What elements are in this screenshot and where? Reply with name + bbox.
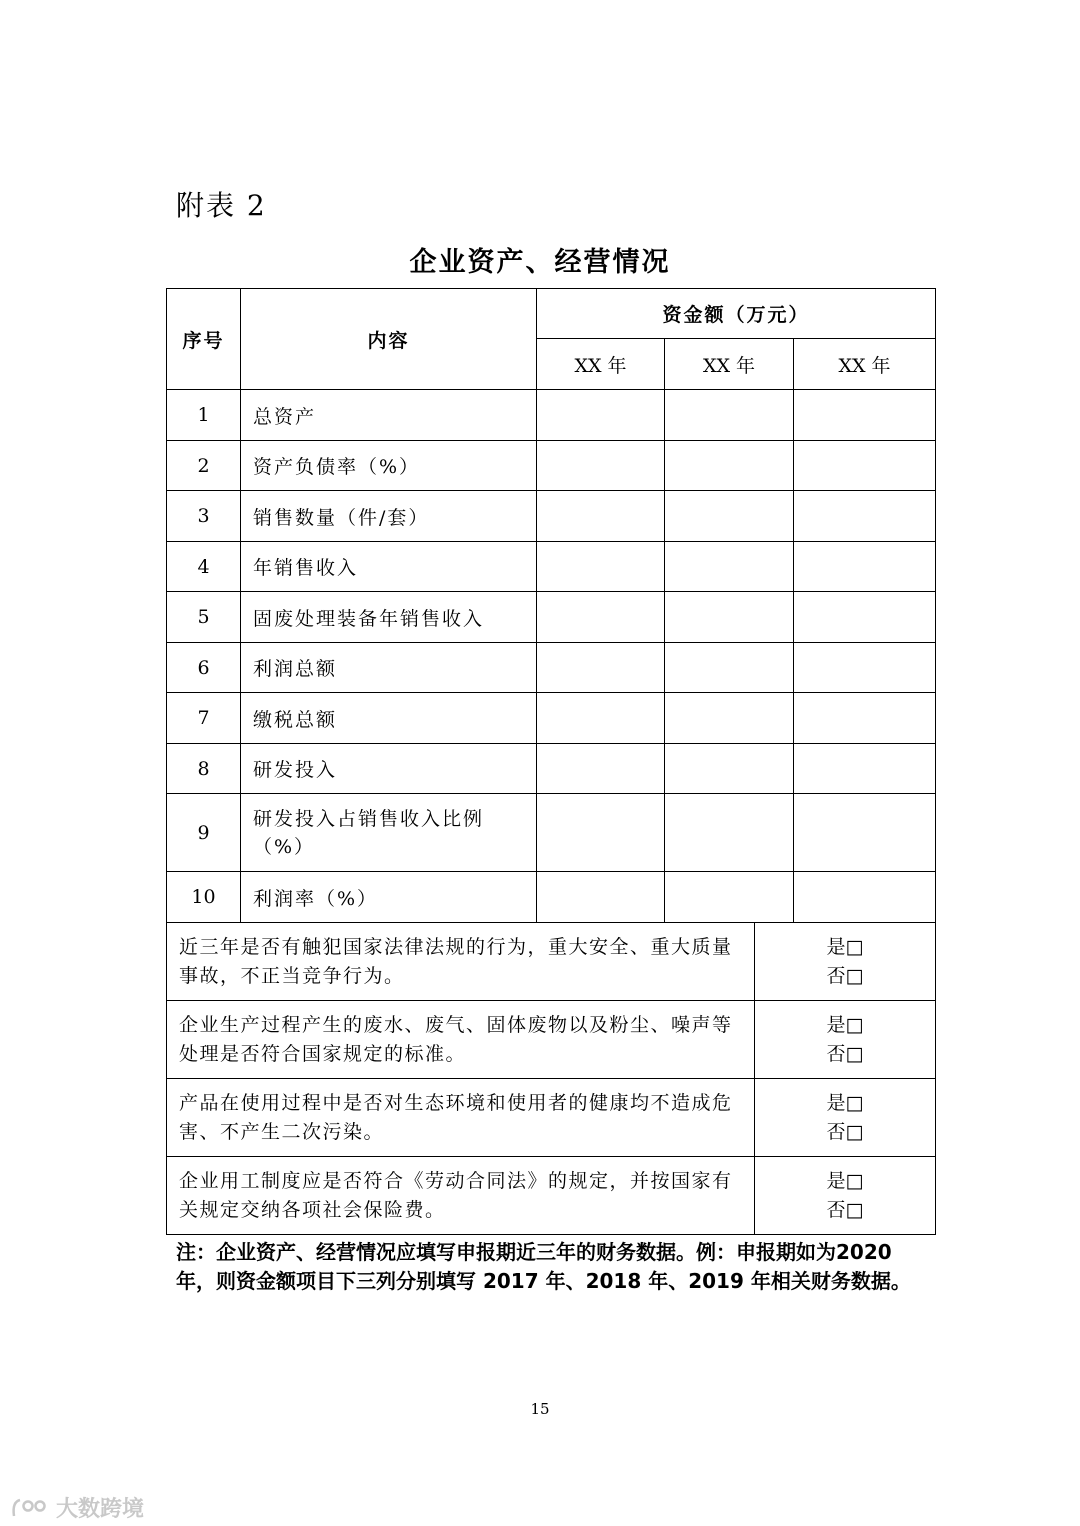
table-row bbox=[167, 794, 936, 872]
no-label: 否 bbox=[826, 964, 846, 987]
no-option[interactable] bbox=[755, 962, 935, 991]
appendix-label: 附表 2 bbox=[176, 189, 267, 222]
value-cell[interactable] bbox=[794, 794, 936, 872]
value-cell[interactable] bbox=[794, 491, 936, 542]
no-option[interactable] bbox=[755, 1118, 935, 1147]
value-cell[interactable] bbox=[794, 643, 936, 693]
value-cell[interactable] bbox=[537, 744, 665, 794]
value-cell[interactable] bbox=[794, 744, 936, 794]
header-year-1: XX 年 bbox=[537, 339, 665, 390]
yes-option[interactable] bbox=[755, 1011, 935, 1040]
yes-label: 是 bbox=[826, 935, 846, 958]
row-no: 5 bbox=[167, 592, 241, 643]
checkbox-icon[interactable]: □ bbox=[845, 964, 864, 987]
checkbox-icon[interactable]: □ bbox=[845, 1013, 864, 1036]
financial-table bbox=[166, 288, 936, 923]
table-row bbox=[167, 872, 936, 923]
declaration-row bbox=[167, 1157, 936, 1235]
table-row bbox=[167, 643, 936, 693]
value-cell[interactable] bbox=[665, 794, 794, 872]
yes-option[interactable] bbox=[755, 1167, 935, 1196]
value-cell[interactable] bbox=[665, 592, 794, 643]
no-option[interactable] bbox=[755, 1196, 935, 1225]
header-content: 内容 bbox=[241, 289, 537, 390]
no-option[interactable] bbox=[755, 1040, 935, 1069]
table-row bbox=[167, 491, 936, 542]
value-cell[interactable] bbox=[794, 542, 936, 592]
value-cell[interactable] bbox=[665, 744, 794, 794]
table-row bbox=[167, 441, 936, 491]
checkbox-icon[interactable]: □ bbox=[845, 1169, 864, 1192]
row-no: 10 bbox=[167, 872, 241, 923]
row-content: 年销售收入 bbox=[241, 542, 537, 592]
table-row bbox=[167, 542, 936, 592]
value-cell[interactable] bbox=[537, 592, 665, 643]
checkbox-icon[interactable]: □ bbox=[845, 1198, 864, 1221]
header-year-3: XX 年 bbox=[794, 339, 936, 390]
row-content: 利润率（%） bbox=[241, 872, 537, 923]
header-no: 序号 bbox=[167, 289, 241, 390]
value-cell[interactable] bbox=[794, 693, 936, 744]
value-cell[interactable] bbox=[665, 491, 794, 542]
watermark bbox=[10, 1492, 144, 1523]
declaration-row bbox=[167, 1079, 936, 1157]
row-content: 利润总额 bbox=[241, 643, 537, 693]
declaration-row bbox=[167, 923, 936, 1001]
page-number: 15 bbox=[530, 1400, 550, 1418]
value-cell[interactable] bbox=[794, 872, 936, 923]
yes-label: 是 bbox=[826, 1091, 846, 1114]
yes-label: 是 bbox=[826, 1169, 846, 1192]
value-cell[interactable] bbox=[665, 693, 794, 744]
no-label: 否 bbox=[826, 1042, 846, 1065]
value-cell[interactable] bbox=[537, 441, 665, 491]
value-cell[interactable] bbox=[665, 643, 794, 693]
row-content: 固废处理装备年销售收入 bbox=[241, 592, 537, 643]
page-title: 企业资产、经营情况 bbox=[409, 247, 671, 278]
value-cell[interactable] bbox=[665, 872, 794, 923]
row-no: 2 bbox=[167, 441, 241, 491]
value-cell[interactable] bbox=[794, 390, 936, 441]
yes-label: 是 bbox=[826, 1013, 846, 1036]
no-label: 否 bbox=[826, 1198, 846, 1221]
table-row bbox=[167, 390, 936, 441]
row-content: 资产负债率（%） bbox=[241, 441, 537, 491]
footnote: 注：企业资产、经营情况应填写申报期近三年的财务数据。例：申报期如为2020 年，则资金额项目下三列分别填写 2017 年、2018 年、2019 年相关财务数据。 bbox=[176, 1240, 911, 1293]
declaration-row bbox=[167, 1001, 936, 1079]
value-cell[interactable] bbox=[665, 542, 794, 592]
row-content: 销售数量（件/套） bbox=[241, 491, 537, 542]
row-no: 6 bbox=[167, 643, 241, 693]
value-cell[interactable] bbox=[537, 390, 665, 441]
value-cell[interactable] bbox=[537, 643, 665, 693]
value-cell[interactable] bbox=[537, 794, 665, 872]
row-no: 8 bbox=[167, 744, 241, 794]
row-content: 研发投入占销售收入比例（%） bbox=[241, 794, 537, 872]
value-cell[interactable] bbox=[537, 491, 665, 542]
declaration-question: 企业生产过程产生的废水、废气、固体废物以及粉尘、噪声等处理是否符合国家规定的标准。 bbox=[167, 1001, 755, 1079]
declaration-question: 近三年是否有触犯国家法律法规的行为，重大安全、重大质量事故，不正当竞争行为。 bbox=[167, 923, 755, 1001]
no-label: 否 bbox=[826, 1120, 846, 1143]
row-no: 3 bbox=[167, 491, 241, 542]
checkbox-icon[interactable]: □ bbox=[845, 1091, 864, 1114]
value-cell[interactable] bbox=[537, 872, 665, 923]
value-cell[interactable] bbox=[794, 592, 936, 643]
watermark-logo-icon bbox=[10, 1496, 50, 1520]
row-no: 4 bbox=[167, 542, 241, 592]
value-cell[interactable] bbox=[537, 693, 665, 744]
declaration-question: 企业用工制度应是否符合《劳动合同法》的规定，并按国家有关规定交纳各项社会保险费。 bbox=[167, 1157, 755, 1235]
row-no: 7 bbox=[167, 693, 241, 744]
header-year-2: XX 年 bbox=[665, 339, 794, 390]
value-cell[interactable] bbox=[537, 542, 665, 592]
checkbox-icon[interactable]: □ bbox=[845, 1120, 864, 1143]
row-content: 缴税总额 bbox=[241, 693, 537, 744]
yes-option[interactable] bbox=[755, 933, 935, 962]
declaration-question: 产品在使用过程中是否对生态环境和使用者的健康均不造成危害、不产生二次污染。 bbox=[167, 1079, 755, 1157]
checkbox-icon[interactable]: □ bbox=[845, 935, 864, 958]
declaration-table bbox=[166, 922, 936, 1235]
table-row bbox=[167, 744, 936, 794]
watermark-text: 大数跨境 bbox=[56, 1497, 145, 1522]
checkbox-icon[interactable]: □ bbox=[845, 1042, 864, 1065]
row-content: 研发投入 bbox=[241, 744, 537, 794]
row-no: 9 bbox=[167, 794, 241, 872]
row-content: 总资产 bbox=[241, 390, 537, 441]
yes-option[interactable] bbox=[755, 1089, 935, 1118]
value-cell[interactable] bbox=[665, 441, 794, 491]
value-cell[interactable] bbox=[794, 441, 936, 491]
value-cell[interactable] bbox=[665, 390, 794, 441]
row-no: 1 bbox=[167, 390, 241, 441]
table-row bbox=[167, 693, 936, 744]
table-row bbox=[167, 592, 936, 643]
header-amount: 资金额（万元） bbox=[537, 289, 936, 339]
